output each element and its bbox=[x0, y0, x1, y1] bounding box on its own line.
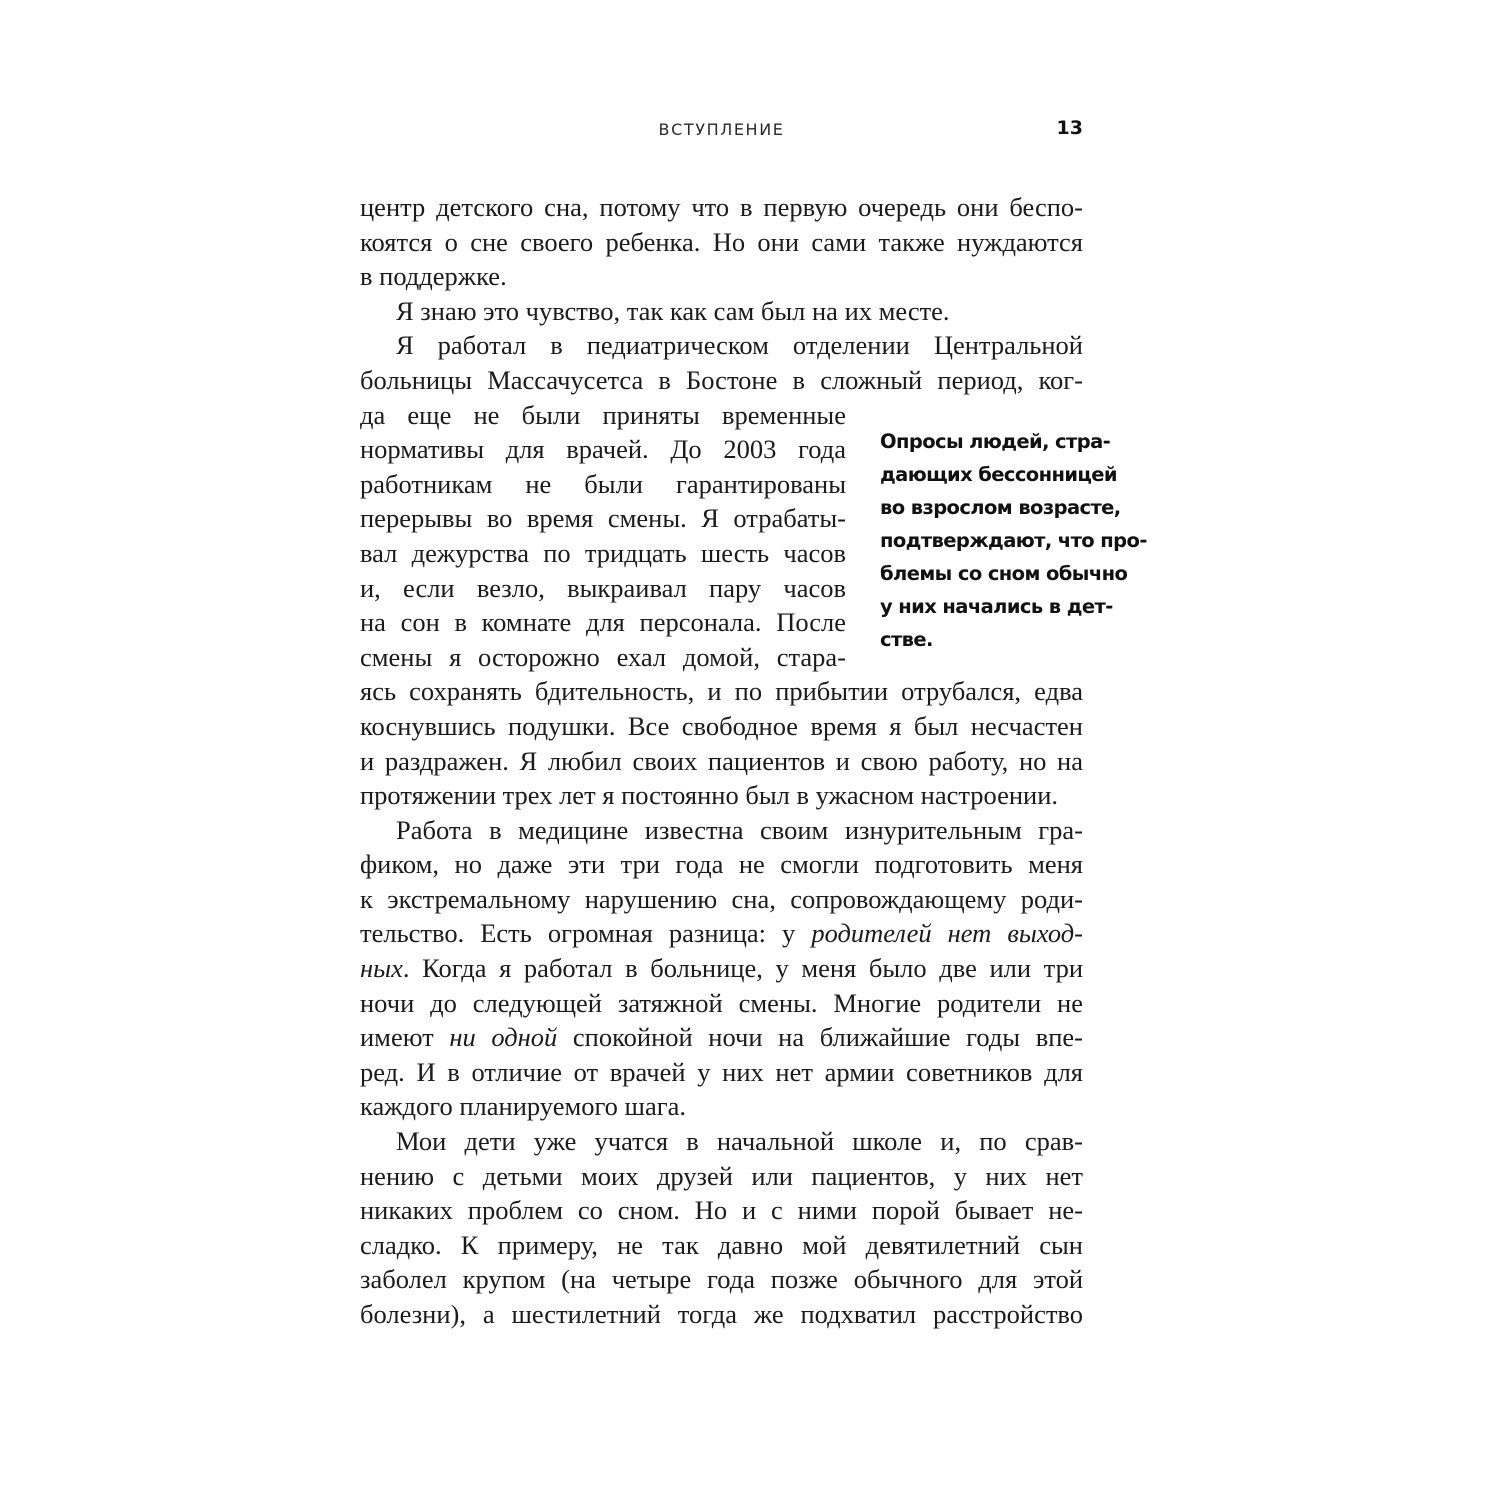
text-line bbox=[360, 916, 1083, 951]
text-line: к экстремальному нарушению сна, сопровождающему роди- bbox=[360, 883, 1083, 914]
text-line: фиком, но даже эти три года не смогли подготовить меня bbox=[360, 849, 1083, 880]
text-line: в поддержке. bbox=[360, 261, 507, 292]
pull-quote-line: во взрослом возрасте, bbox=[880, 496, 1121, 519]
text-segment: спокойной ночи на ближайшие годы впе- bbox=[557, 1022, 1083, 1053]
paragraph-start: Мои дети уже учатся в начальной школе и, по срав- bbox=[396, 1126, 1083, 1157]
text-line: болезни), а шестилетний тогда же подхватил расстройство bbox=[360, 1299, 1083, 1329]
text-line: да еще не были приняты временные bbox=[360, 399, 846, 430]
text-line: центр детского сна, потому что в первую очередь они беспо- bbox=[360, 192, 1083, 222]
text-line: нению с детьми моих друзей или пациентов, у них нет bbox=[360, 1160, 1083, 1191]
text-line: ред. И в отличие от врачей у них нет армии советников для bbox=[360, 1056, 1083, 1087]
italic-emphasis: ных bbox=[360, 953, 403, 984]
text-line: и, если везло, выкраивал пару часов bbox=[360, 572, 846, 603]
italic-emphasis: ни одной bbox=[449, 1022, 558, 1053]
pull-quote-line: Опросы людей, стра- bbox=[880, 430, 1111, 453]
text-line: ясь сохранять бдительность, и по прибытии отрубался, едва bbox=[360, 676, 1083, 707]
pull-quote-line: подтверждают, что про- bbox=[880, 529, 1147, 552]
text-line: и раздражен. Я любил своих пациентов и свою работу, но на bbox=[360, 745, 1083, 776]
body-text bbox=[360, 190, 1083, 1332]
pull-quote-line: у них начались в дет- bbox=[880, 595, 1113, 618]
pull-quote-line: блемы со сном обычно bbox=[880, 562, 1128, 585]
pull-quote-line: дающих бессонницей bbox=[880, 463, 1117, 486]
text-segment: . Когда я работал в больнице, у меня было две или три bbox=[402, 953, 1083, 984]
paragraph-start: Работа в медицине известна своим изнурительным гра- bbox=[396, 814, 1083, 845]
italic-emphasis: родителей нет выход- bbox=[811, 918, 1083, 949]
text-segment: тельство. Есть огромная разница: у bbox=[360, 918, 812, 949]
pull-quote bbox=[880, 425, 1150, 656]
text-line bbox=[360, 951, 1083, 986]
text-line: ночи до следующей затяжной смены. Многие родители не bbox=[360, 987, 1083, 1018]
text-line: работникам не были гарантированы bbox=[360, 468, 846, 499]
pull-quote-line: стве. bbox=[880, 628, 933, 651]
paragraph-start: Я знаю это чувство, так как сам был на их месте. bbox=[396, 295, 950, 326]
running-header bbox=[360, 117, 1083, 145]
text-line: заболел крупом (на четыре года позже обычного для этой bbox=[360, 1264, 1083, 1295]
text-line: сладко. К примеру, не так давно мой девятилетний сын bbox=[360, 1229, 1083, 1260]
text-line: больницы Массачусетса в Бостоне в сложный период, ког- bbox=[360, 364, 1083, 395]
text-line: на сон в комнате для персонала. После bbox=[360, 607, 846, 638]
text-line bbox=[360, 1020, 1083, 1055]
paragraph-start: Я работал в педиатрическом отделении Центральной bbox=[396, 330, 1083, 361]
text-line: никаких проблем со сном. Но и с ними порой бывает не- bbox=[360, 1195, 1083, 1226]
text-line: перерывы во время смены. Я отрабаты- bbox=[360, 503, 846, 534]
page-number: 13 bbox=[1056, 117, 1083, 139]
chapter-title: ВСТУПЛЕНИЕ bbox=[658, 120, 785, 139]
text-line: вал дежурства по тридцать шесть часов bbox=[360, 537, 846, 568]
text-line: коятся о сне своего ребенка. Но они сами также нуждаются bbox=[360, 226, 1083, 257]
text-line: коснувшись подушки. Все свободное время я был несчастен bbox=[360, 710, 1083, 741]
text-segment: имеют bbox=[360, 1022, 450, 1053]
text-line: нормативы для врачей. До 2003 года bbox=[360, 434, 846, 465]
text-line: каждого планируемого шага. bbox=[360, 1091, 686, 1122]
text-line: смены я осторожно ехал домой, стара- bbox=[360, 641, 846, 672]
text-line: протяжении трех лет я постоянно был в ужасном настроении. bbox=[360, 780, 1059, 811]
